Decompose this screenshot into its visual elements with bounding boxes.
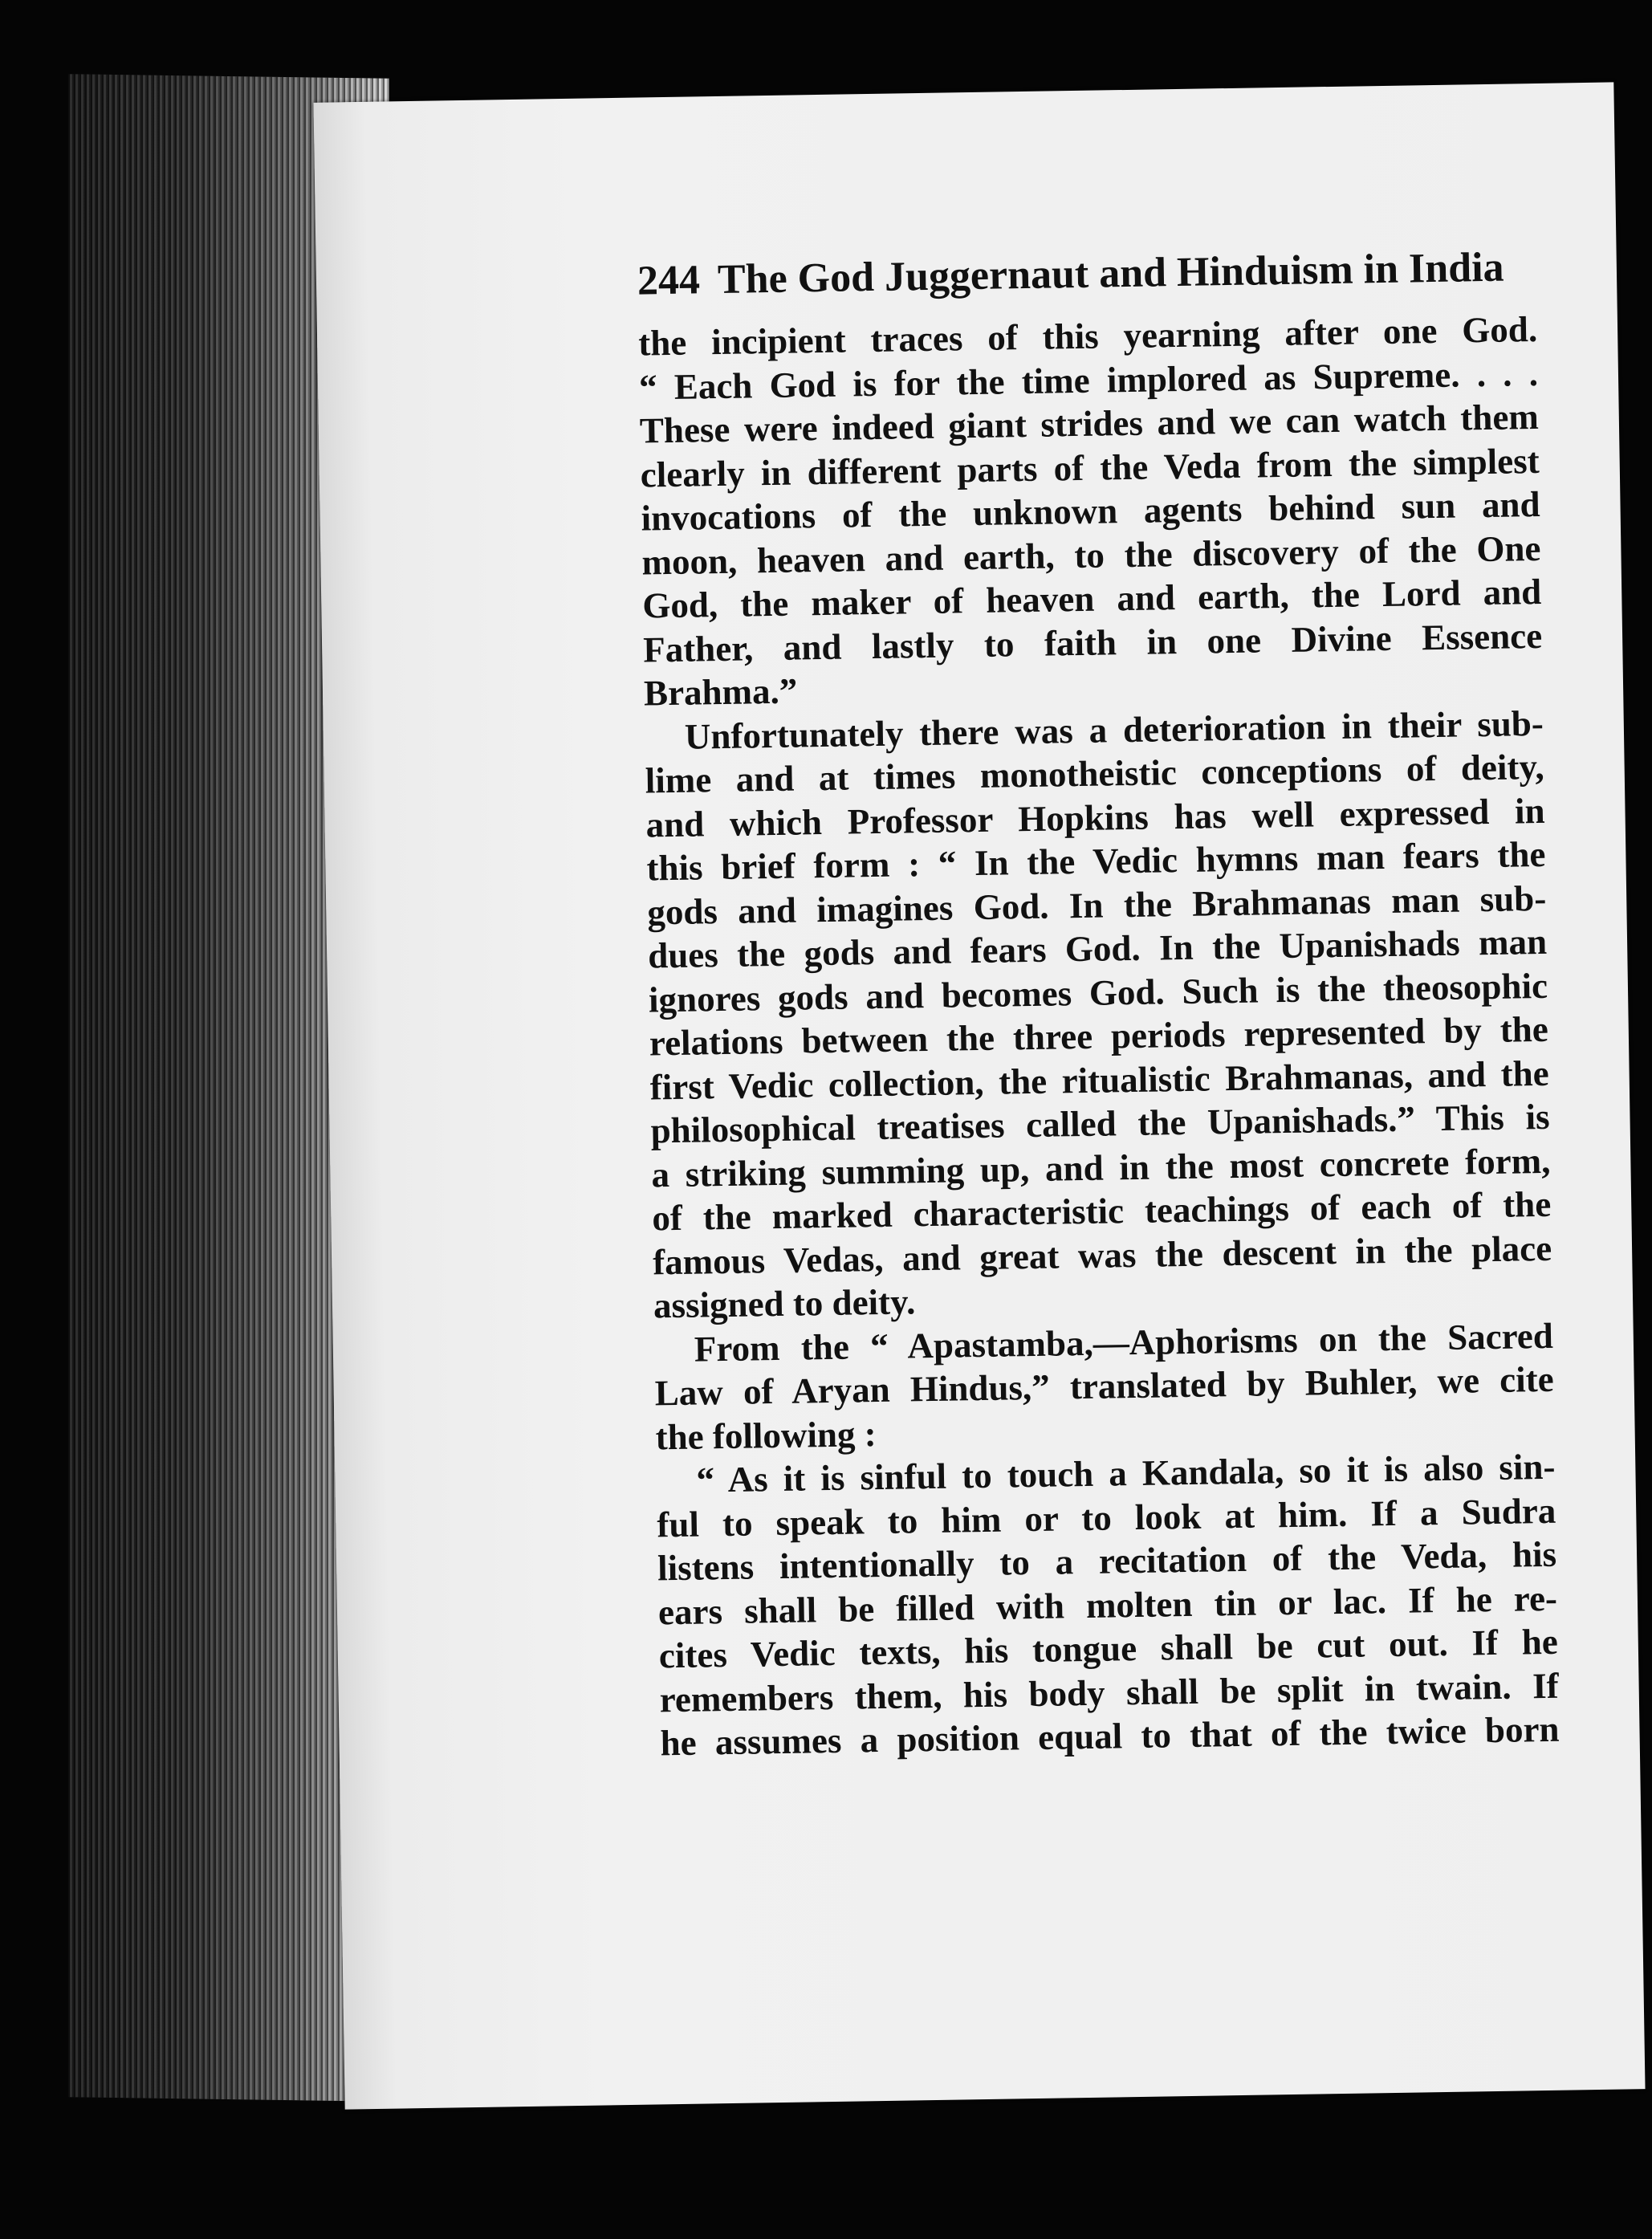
- text-line: famous Vedas, and great was the descent in the place: [652, 1227, 1552, 1283]
- text-line: moon, heaven and earth, to the discovery of the One: [641, 527, 1541, 583]
- text-line: of the marked characteristic teachings of each of the: [651, 1184, 1552, 1239]
- body-text: [638, 307, 1560, 1765]
- text-line: dues the gods and fears God. In the Upanishads man: [647, 922, 1548, 976]
- text-line: relations between the three periods represented by the: [649, 1009, 1549, 1064]
- text-line: From the “ Apastamba,—Aphorisms on the Sacred: [694, 1315, 1554, 1370]
- text-line: lime and at times monotheistic conceptions of deity,: [645, 747, 1545, 801]
- text-line: “ As it is sinful to touch a Kandala, so it is also sin-: [696, 1446, 1556, 1500]
- text-line: Law of Aryan Hindus,” translated by Buhler, we cite: [654, 1358, 1555, 1414]
- text-line: listens intentionally to a recitation of the Veda, his: [657, 1533, 1557, 1589]
- text-line: the incipient traces of this yearning after one God.: [637, 309, 1538, 364]
- running-head: [637, 244, 1537, 304]
- running-title: The God Juggernaut and Hinduism in India: [717, 244, 1504, 303]
- text-line: cites Vedic texts, his tongue shall be cut out. If he: [658, 1621, 1559, 1676]
- text-line: invocations of the unknown agents behind sun and: [641, 484, 1540, 539]
- text-line: and which Professor Hopkins has well expressed in: [645, 790, 1545, 845]
- page-number: 244: [637, 257, 701, 304]
- text-line: Unfortunately there was a deterioration in their sub-: [684, 702, 1544, 757]
- text-line: Father, and lastly to faith in one Divine Essence: [642, 615, 1543, 670]
- text-line: “ Each God is for the time implored as Supreme. . . .: [638, 352, 1539, 408]
- text-line: first Vedic collection, the ritualistic Brahmanas, and the: [649, 1052, 1550, 1108]
- text-line: philosophical treatises called the Upanishads.” This is: [650, 1097, 1550, 1151]
- text-line: Brahma.”: [643, 670, 798, 714]
- text-line: gods and imagines God. In the Brahmanas man sub-: [646, 877, 1547, 933]
- text-line: remembers them, his body shall be split in twain. If: [659, 1665, 1560, 1720]
- text-line: he assumes a position equal to that of the twice born: [660, 1708, 1560, 1764]
- text-line: ignores gods and becomes God. Such is the theosophic: [648, 965, 1548, 1020]
- text-line: clearly in different parts of the Veda from the simplest: [640, 440, 1540, 495]
- book-page: [313, 82, 1645, 2109]
- text-line: ful to speak to him or to look at him. If a Sudra: [656, 1490, 1556, 1545]
- text-line: These were indeed giant strides and we can watch them: [639, 397, 1540, 451]
- text-line: ears shall be filled with molten tin or lac. If he re-: [657, 1577, 1558, 1633]
- text-line: assigned to deity.: [653, 1281, 916, 1326]
- page-content: [637, 244, 1560, 1765]
- text-line: God, the maker of heaven and earth, the Lord and: [641, 572, 1542, 626]
- text-line: this brief form : “ In the Vedic hymns man fears the: [646, 834, 1546, 889]
- text-line: the following :: [655, 1413, 877, 1458]
- text-line: a striking summing up, and in the most concrete form,: [651, 1140, 1551, 1195]
